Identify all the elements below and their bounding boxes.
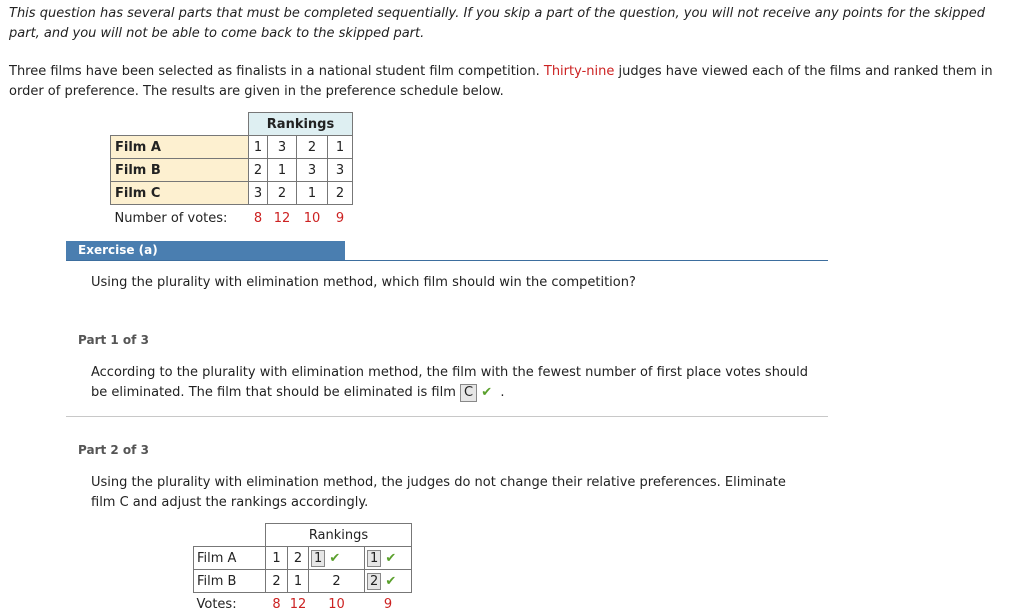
rank-cell: 2 xyxy=(297,136,328,159)
film-label: Film B xyxy=(111,159,249,182)
vote-count: 10 xyxy=(309,593,365,615)
part-1-period: . xyxy=(500,385,504,400)
judges-count: Thirty-nine xyxy=(544,64,614,79)
answer-cell xyxy=(309,547,365,570)
film-label: Film A xyxy=(194,547,266,570)
rank-cell: 1 xyxy=(266,547,288,570)
rank-cell: 3 xyxy=(328,159,353,182)
vote-count: 9 xyxy=(328,205,353,232)
checkmark-icon: ✔ xyxy=(329,551,340,566)
table-row xyxy=(194,570,412,593)
rank-cell: 2 xyxy=(309,570,365,593)
rankings-header: Rankings xyxy=(266,524,412,547)
answer-input-eliminated-film[interactable]: C xyxy=(460,384,477,402)
rank-cell: 1 xyxy=(288,570,309,593)
answer-input-rank[interactable]: 2 xyxy=(367,573,381,590)
part-divider xyxy=(66,416,828,417)
answer-cell xyxy=(365,547,412,570)
part-2-text: Using the plurality with elimination method, the judges do not change their relative preferences. Eliminate film C and adjust the rankings accordingly. xyxy=(91,473,811,512)
rank-cell: 3 xyxy=(268,136,297,159)
table-row xyxy=(111,182,353,205)
vote-count: 8 xyxy=(249,205,268,232)
part-2-label: Part 2 of 3 xyxy=(78,443,149,457)
part-1-label: Part 1 of 3 xyxy=(78,333,149,347)
rank-cell: 1 xyxy=(249,136,268,159)
film-label: Film C xyxy=(111,182,249,205)
rank-cell: 3 xyxy=(297,159,328,182)
votes-label: Number of votes: xyxy=(111,205,249,232)
rank-cell: 1 xyxy=(268,159,297,182)
film-label: Film B xyxy=(194,570,266,593)
rank-cell: 1 xyxy=(297,182,328,205)
table-row xyxy=(111,136,353,159)
film-label: Film A xyxy=(111,136,249,159)
part-1-text xyxy=(91,363,811,402)
checkmark-icon: ✔ xyxy=(481,385,492,400)
part-1-prompt: According to the plurality with elimination method, the film with the fewest number of first place votes should be eliminated. The film that should be eliminated is film xyxy=(91,365,808,400)
votes-row xyxy=(194,593,412,615)
rankings-header: Rankings xyxy=(249,113,353,136)
rank-cell: 2 xyxy=(288,547,309,570)
exercise-header: Exercise (a) xyxy=(66,241,345,260)
vote-count: 9 xyxy=(365,593,412,615)
problem-text-post: judges have viewed each of the films and ranked them in order of preference. The results are given in the preference schedule below. xyxy=(9,64,993,99)
answer-input-rank[interactable]: 1 xyxy=(367,550,381,567)
votes-label: Votes: xyxy=(194,593,266,615)
checkmark-icon: ✔ xyxy=(385,574,396,589)
vote-count: 8 xyxy=(266,593,288,615)
checkmark-icon: ✔ xyxy=(385,551,396,566)
problem-text-pre: Three films have been selected as finalists in a national student film competition. xyxy=(9,64,544,79)
rank-cell: 2 xyxy=(266,570,288,593)
problem-statement xyxy=(9,62,1019,101)
instructions-text: This question has several parts that must be completed sequentially. If you skip a part of the question, you will not receive any points for the skipped part, and you will not be able to come back to the skipped part. xyxy=(9,4,1014,43)
rank-cell: 1 xyxy=(328,136,353,159)
answer-input-rank[interactable]: 1 xyxy=(311,550,325,567)
exercise-question: Using the plurality with elimination method, which film should win the competition? xyxy=(91,275,636,290)
vote-count: 12 xyxy=(268,205,297,232)
preference-schedule-table xyxy=(110,112,353,231)
answer-cell xyxy=(365,570,412,593)
votes-row xyxy=(111,205,353,232)
vote-count: 12 xyxy=(288,593,309,615)
table-row xyxy=(111,159,353,182)
adjusted-rankings-table xyxy=(193,523,412,615)
vote-count: 10 xyxy=(297,205,328,232)
exercise-divider xyxy=(66,260,828,261)
rank-cell: 2 xyxy=(249,159,268,182)
rank-cell: 3 xyxy=(249,182,268,205)
rank-cell: 2 xyxy=(268,182,297,205)
rank-cell: 2 xyxy=(328,182,353,205)
table-row xyxy=(194,547,412,570)
